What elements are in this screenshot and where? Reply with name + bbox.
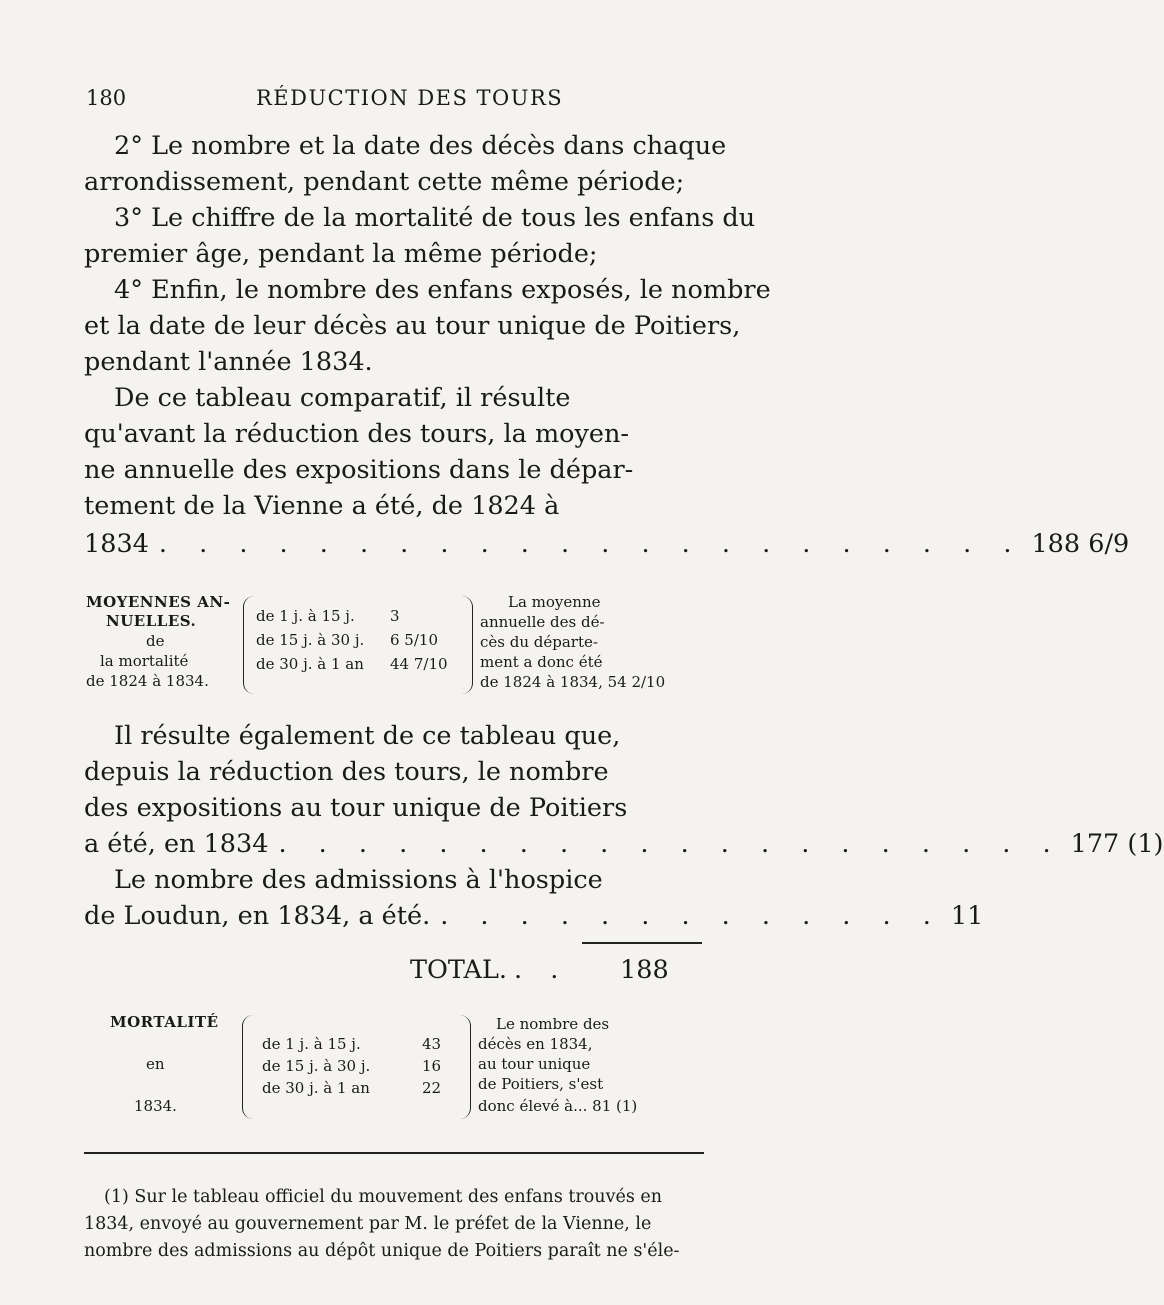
table-row-range: de 1 j. à 15 j. (256, 607, 355, 625)
text-line: pendant l'année 1834. (84, 347, 373, 377)
table-right-text: annuelle des dé- (480, 613, 605, 631)
text-line: 3° Le chiffre de la mortalité de tous les enfans du (114, 203, 756, 233)
table-left-label: en (146, 1055, 165, 1073)
footnote-line: 1834, envoyé au gouvernement par M. le préfet de la Vienne, le (84, 1214, 652, 1234)
table-row-value: 44 7/10 (390, 655, 448, 673)
text-line: De ce tableau comparatif, il résulte (114, 383, 571, 413)
dot-leader: . . (514, 955, 569, 985)
text-line: qu'avant la réduction des tours, la moyen- (84, 419, 630, 449)
table-right-text: cès du départe- (480, 633, 598, 651)
page-number: 180 (86, 86, 127, 110)
table-right-text: au tour unique (478, 1055, 591, 1073)
leader-line-average (84, 526, 1130, 562)
footnote-line: nombre des admissions au dépôt unique de Poitiers paraît ne s'éle- (84, 1241, 680, 1261)
table-right-text: La moyenne (508, 593, 601, 611)
text-line: arrondissement, pendant cette même période; (84, 167, 685, 197)
table-row-value: 6 5/10 (390, 631, 438, 649)
table-right-text: de Poitiers, s'est (478, 1075, 604, 1093)
dot-leader: . . . . . . . . . . . . . . . . . . . . . . (158, 529, 1024, 559)
table-right-text: décès en 1834, (478, 1035, 593, 1053)
table-row-range: de 30 j. à 1 an (256, 655, 364, 673)
left-brace (242, 1015, 253, 1119)
table-row-range: de 15 j. à 30 j. (256, 631, 365, 649)
leader-value: 177 (1) (1070, 829, 1164, 859)
table-left-label: de 1824 à 1834. (86, 672, 209, 690)
dot-leader: . . . . . . . . . . . . . . . . . . . . (278, 829, 1063, 859)
table-row-range: de 1 j. à 15 j. (262, 1035, 361, 1053)
sum-rule (582, 942, 702, 944)
table-left-label: MORTALITÉ (110, 1013, 219, 1031)
leader-value: 11 (950, 901, 984, 931)
leader-label: de Loudun, en 1834, a été. (84, 901, 431, 931)
footnote-separator (84, 1152, 704, 1154)
text-line: et la date de leur décès au tour unique de Poitiers, (84, 311, 741, 341)
text-line: depuis la réduction des tours, le nombre (84, 757, 609, 787)
text-line: premier âge, pendant la même période; (84, 239, 598, 269)
table-right-text: donc élevé à... 81 (1) (478, 1097, 638, 1115)
text-line: des expositions au tour unique de Poitiers (84, 793, 628, 823)
table-row-value: 43 (422, 1035, 442, 1053)
text-line: Il résulte également de ce tableau que, (114, 721, 621, 751)
table-left-label: MOYENNES AN- (86, 593, 231, 611)
total-label: TOTAL. (410, 955, 507, 985)
table-left-label: la mortalité (100, 652, 189, 670)
text-line: 4° Enfin, le nombre des enfans exposés, le nombre (114, 275, 771, 305)
left-brace (243, 596, 254, 694)
leader-line-expositions (84, 826, 1164, 862)
running-head: RÉDUCTION DES TOURS (256, 86, 564, 110)
leader-value: 188 6/9 (1031, 529, 1130, 559)
table-right-text: ment a donc été (480, 653, 603, 671)
table-row-range: de 30 j. à 1 an (262, 1079, 370, 1097)
text-line: tement de la Vienne a été, de 1824 à (84, 491, 560, 521)
table-left-label: de (146, 632, 165, 650)
table-left-label: 1834. (134, 1097, 177, 1115)
table-right-text: Le nombre des (496, 1015, 610, 1033)
table-row-value: 16 (422, 1057, 442, 1075)
table-right-text: de 1824 à 1834, 54 2/10 (480, 673, 666, 691)
table-row-value: 22 (422, 1079, 442, 1097)
table-row-value: 3 (390, 607, 400, 625)
text-line: ne annuelle des expositions dans le dépar- (84, 455, 634, 485)
dot-leader: . . . . . . . . . . . . . (440, 901, 943, 931)
text-line: Le nombre des admissions à l'hospice (114, 865, 603, 895)
footnote-line: (1) Sur le tableau officiel du mouvement des enfans trouvés en (104, 1187, 662, 1207)
leader-line-admissions (84, 898, 984, 934)
text-line: 2° Le nombre et la date des décès dans chaque (114, 131, 727, 161)
table-left-label: NUELLES. (106, 612, 197, 630)
right-brace (460, 1015, 471, 1119)
leader-label: a été, en 1834 (84, 829, 269, 859)
leader-label: 1834 (84, 529, 149, 559)
right-brace (462, 596, 473, 694)
table-row-range: de 15 j. à 30 j. (262, 1057, 371, 1075)
total-value: 188 (620, 955, 669, 985)
